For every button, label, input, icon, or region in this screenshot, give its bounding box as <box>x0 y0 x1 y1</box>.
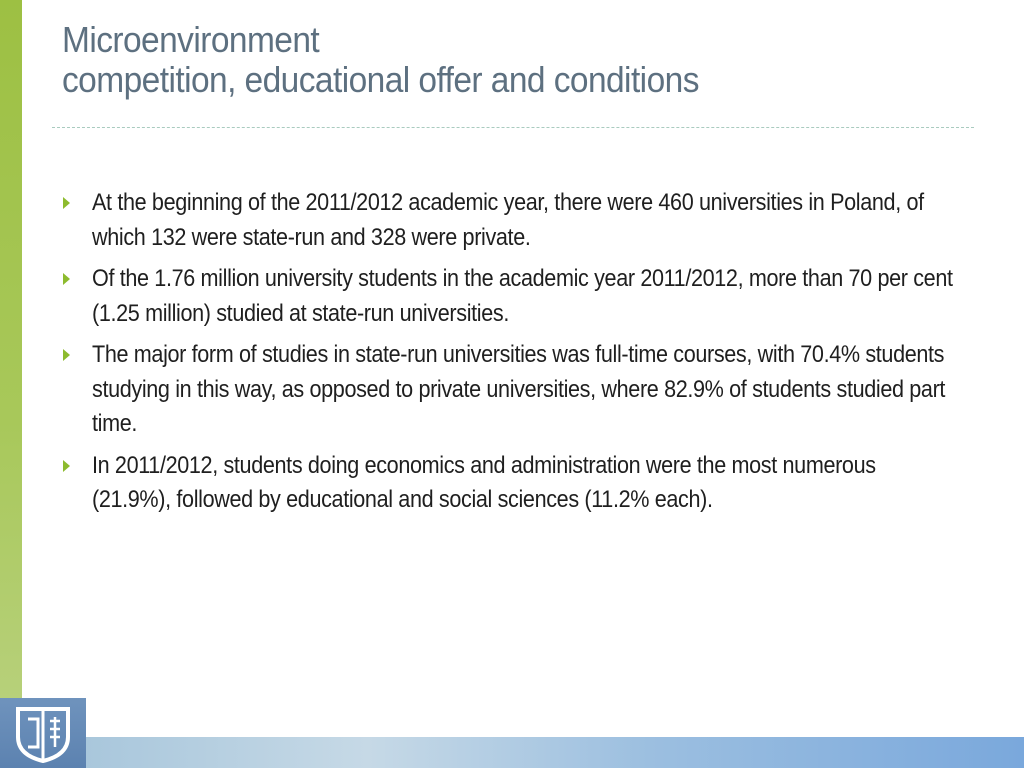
slide-title <box>62 20 918 100</box>
bullet-text: In 2011/2012, students doing economics and administration were the most numerous (21.9%), followed by educational and social sciences (11.2% each). <box>92 451 876 513</box>
slide-title-line1: Microenvironment <box>62 19 320 60</box>
bullet-text: Of the 1.76 million university students in the academic year 2011/2012, more than 70 per cent (1.25 million) studied at state-run universities. <box>92 265 953 327</box>
triangle-right-icon <box>63 460 70 472</box>
left-accent-bar <box>0 0 22 700</box>
bullet-item <box>62 338 962 442</box>
bullet-item <box>62 449 962 518</box>
bullet-item <box>62 186 962 255</box>
bullet-text: At the beginning of the 2011/2012 academic year, there were 460 universities in Poland, of which 132 were state-run and 328 were private. <box>92 189 924 251</box>
bullet-item <box>62 262 962 331</box>
title-divider <box>52 127 974 128</box>
footer-sky-bar <box>86 737 1024 768</box>
university-emblem-graphic <box>10 703 76 763</box>
triangle-right-icon <box>63 349 70 361</box>
bullet-text: The major form of studies in state-run universities was full-time courses, with 70.4% students studying in this way, as opposed to private universities, where 82.9% of students studied part time. <box>92 341 946 437</box>
triangle-right-icon <box>63 273 70 285</box>
bullet-list <box>62 186 962 525</box>
university-emblem-icon <box>0 698 86 768</box>
slide-title-line2: competition, educational offer and conditions <box>62 59 699 100</box>
triangle-right-icon <box>63 197 70 209</box>
